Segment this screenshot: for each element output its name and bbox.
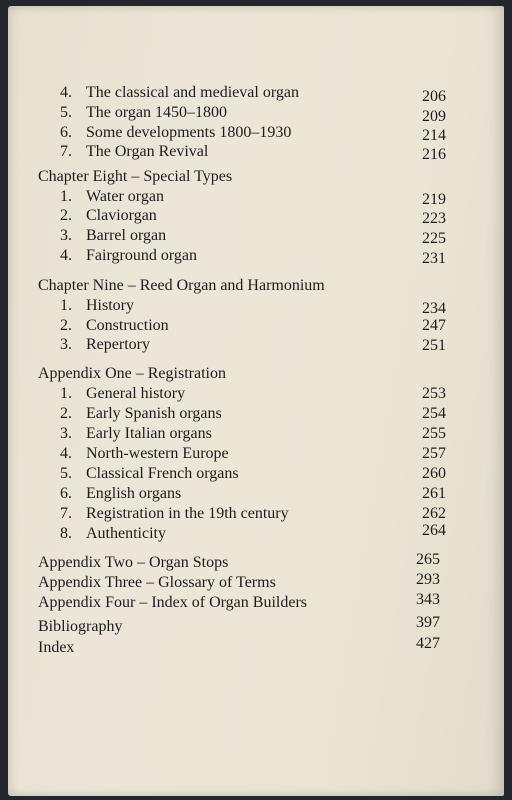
entry-title: The classical and medieval organ: [86, 84, 299, 101]
entry-number: 3.: [60, 425, 72, 442]
entry-title: Claviorgan: [86, 207, 157, 224]
entry-page: 264: [422, 522, 446, 539]
entry-page: 206: [422, 88, 446, 105]
entry-title: Appendix Four – Index of Organ Builders: [38, 594, 307, 611]
entry-number: 3.: [60, 227, 72, 244]
entry-number: 2.: [60, 317, 72, 334]
entry-number: 7.: [60, 143, 72, 160]
entry-number: 1.: [60, 385, 72, 402]
entry-number: 8.: [60, 525, 72, 542]
entry-title: Chapter Eight – Special Types: [38, 168, 233, 185]
entry-number: 4.: [60, 247, 72, 264]
entry-number: 5.: [60, 465, 72, 482]
entry-page: 225: [422, 230, 446, 247]
entry-number: 1.: [60, 297, 72, 314]
entry-page: 343: [416, 591, 440, 608]
entry-page: 397: [416, 614, 440, 631]
entry-title: Authenticity: [86, 525, 166, 542]
entry-page: 261: [422, 485, 446, 502]
entry-number: 6.: [60, 124, 72, 141]
entry-title: Index: [38, 639, 75, 656]
book-page: [8, 6, 504, 796]
entry-title: History: [86, 297, 134, 314]
entry-page: 253: [422, 385, 446, 402]
entry-title: Repertory: [86, 336, 150, 353]
entry-title: Classical French organs: [86, 465, 239, 482]
entry-title: Some developments 1800–1930: [86, 124, 292, 141]
entry-title: Barrel organ: [86, 227, 167, 244]
entry-title: Appendix One – Registration: [38, 365, 226, 382]
entry-number: 4.: [60, 445, 72, 462]
entry-number: 5.: [60, 104, 72, 121]
entry-page: 247: [422, 317, 446, 334]
entry-title: Construction: [86, 317, 169, 334]
entry-number: 1.: [60, 188, 72, 205]
entry-page: 265: [416, 551, 440, 568]
entry-page: 234: [422, 300, 446, 317]
entry-page: 293: [416, 571, 440, 588]
entry-number: 3.: [60, 336, 72, 353]
entry-page: 214: [422, 127, 446, 144]
entry-page: 209: [422, 108, 446, 125]
entry-page: 255: [422, 425, 446, 442]
entry-title: General history: [86, 385, 186, 402]
entry-page: 262: [422, 505, 446, 522]
entry-number: 6.: [60, 485, 72, 502]
entry-number: 4.: [60, 84, 72, 101]
table-of-contents: [8, 6, 504, 796]
entry-page: 223: [422, 210, 446, 227]
entry-page: 257: [422, 445, 446, 462]
entry-number: 7.: [60, 505, 72, 522]
entry-page: 251: [422, 337, 446, 354]
entry-title: Chapter Nine – Reed Organ and Harmonium: [38, 277, 325, 294]
entry-title: The organ 1450–1800: [86, 104, 228, 121]
entry-number: 2.: [60, 207, 72, 224]
entry-page: 231: [422, 250, 446, 267]
entry-page: 260: [422, 465, 446, 482]
entry-page: 427: [416, 635, 440, 652]
entry-title: North-western Europe: [86, 445, 229, 462]
entry-title: The Organ Revival: [86, 143, 209, 160]
entry-title: Early Spanish organs: [86, 405, 222, 422]
entry-title: Appendix Two – Organ Stops: [38, 554, 229, 571]
entry-title: Registration in the 19th century: [86, 505, 289, 522]
entry-page: 216: [422, 146, 446, 163]
entry-title: Water organ: [86, 188, 164, 205]
entry-page: 219: [422, 191, 446, 208]
entry-page: 254: [422, 405, 446, 422]
entry-title: Bibliography: [38, 618, 123, 635]
entry-number: 2.: [60, 405, 72, 422]
entry-title: Appendix Three – Glossary of Terms: [38, 574, 276, 591]
entry-title: Fairground organ: [86, 247, 197, 264]
entry-title: English organs: [86, 485, 182, 502]
entry-title: Early Italian organs: [86, 425, 212, 442]
